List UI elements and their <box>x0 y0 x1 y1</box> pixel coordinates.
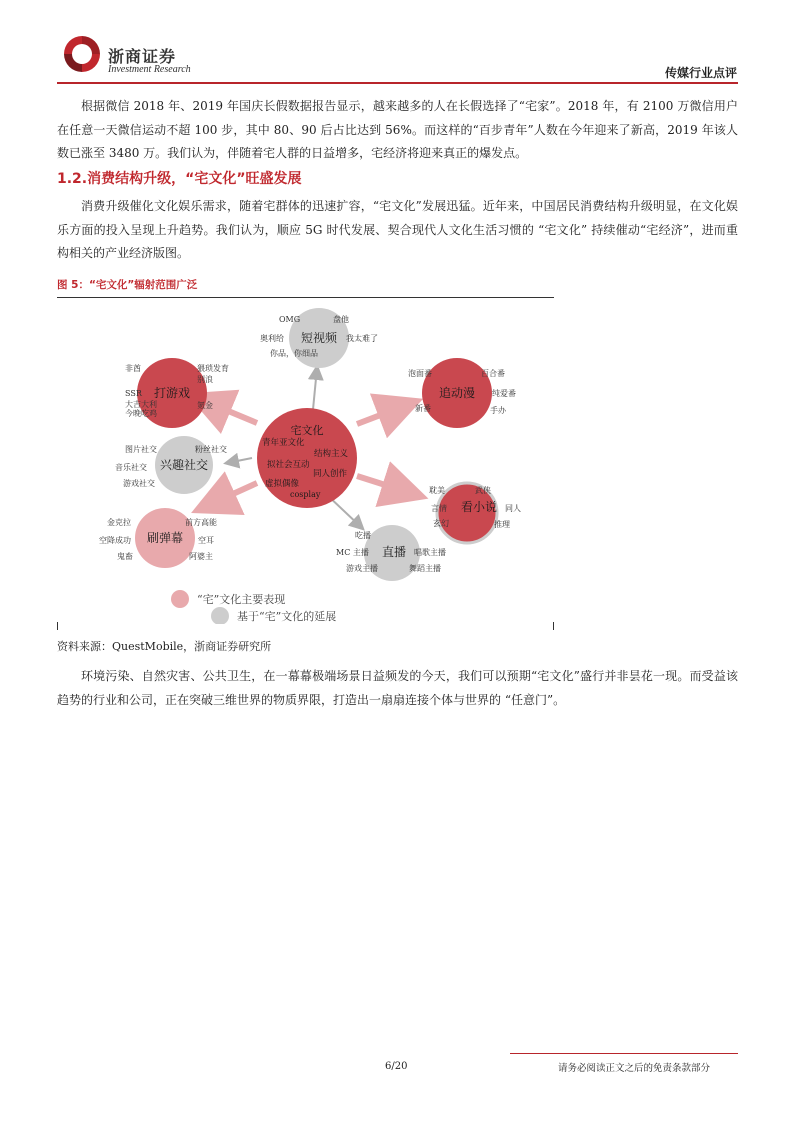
paragraph-3-text: 环境污染、自然灾害、公共卫生，在一幕幕极端场景日益频发的今天，我们可以预期“宅文化”盛行并非昙花一现。而受益该趋势的行业和公司，正在突破三维世界的物质界限，打造出一扇扇连接个体与世界的 “任意门”。 <box>57 669 738 707</box>
report-type: 传媒行业点评 <box>664 66 737 80</box>
play-games-item: SSR <box>125 389 142 398</box>
footer-disclaimer: 请务必阅读正文之后的免责条款部分 <box>558 1063 711 1074</box>
danmaku-label: 刷弹幕 <box>146 531 184 545</box>
chase-anime-item: 百合番 <box>481 369 505 378</box>
read-novels-item: 言情 <box>431 504 447 513</box>
play-games-item: 大吉大利 <box>125 400 157 409</box>
short-video-item: 盘他 <box>333 315 349 324</box>
interest-social-item: 游戏社交 <box>123 479 155 488</box>
paragraph-2 <box>57 195 738 266</box>
play-games-item: 氪金 <box>197 401 213 410</box>
short-video-label: 短视频 <box>300 331 338 345</box>
center-item: cosplay <box>290 490 321 499</box>
paragraph-3 <box>57 665 738 712</box>
play-games-item: 非酋 <box>125 364 141 373</box>
interest-social-item: 粉丝社交 <box>195 445 227 454</box>
legend-main-label: “宅”文化主要表现 <box>197 593 286 606</box>
arrow-read-novels <box>357 476 417 495</box>
figure-title: 图 5：“宅文化”辐射范围广泛 <box>57 279 198 291</box>
header-divider <box>57 82 738 84</box>
play-games-item: 别浪 <box>197 375 213 384</box>
livestream-label: 直播 <box>381 545 407 559</box>
node-short-video <box>260 308 378 368</box>
short-video-item: 你品，你细品 <box>270 349 318 358</box>
danmaku-item: 阿婆主 <box>189 552 213 561</box>
figure-corner-right <box>553 622 554 630</box>
play-games-label: 打游戏 <box>153 386 191 400</box>
interest-social-item: 音乐社交 <box>115 463 147 472</box>
node-read-novels <box>429 483 521 543</box>
paragraph-1 <box>57 95 738 166</box>
chase-anime-item: 泡面番 <box>408 369 432 378</box>
center-label: 宅文化 <box>290 424 324 437</box>
paragraph-2-text: 消费升级催化文化娱乐需求，随着宅群体的迅速扩容，“宅文化”发展迅猛。近年来，中国居民消费结构升级明显，在文化娱乐方面的投入呈现上升趋势。我们认为，顺应 5G 时代发展、契合现代人文化生活习惯的 “宅文化” 持续催动“宅经济”，进而重构相关的产业经济版图。 <box>57 199 738 260</box>
livestream-item: 舞蹈主播 <box>409 564 441 573</box>
center-node <box>257 408 357 508</box>
node-danmaku <box>99 508 217 568</box>
read-novels-item: 耽美 <box>429 486 445 495</box>
center-item: 结构主义 <box>314 449 349 459</box>
section-heading: 1.2.消费结构升级，“宅文化”旺盛发展 <box>57 171 302 187</box>
chase-anime-item: 纯爱番 <box>492 389 516 398</box>
node-livestream <box>336 525 446 581</box>
node-chase-anime <box>408 358 516 428</box>
paragraph-1-text: 根据微信 2018 年、2019 年国庆长假数据报告显示，越来越多的人在长假选择了“宅家”。2018 年，有 2100 万微信用户在任意一天微信运动不超 100 步，其中 80、90 后占比达到 56%。而这样的“百步青年”人数在今年迎来了新高，2019 年该人数已涨至 3480 万。我们认为，伴随着宅人群的日益增多，宅经济将迎来真正的爆发点。 <box>57 99 738 160</box>
read-novels-item: 武侠 <box>475 486 491 495</box>
livestream-item: 唱歌主播 <box>414 548 446 557</box>
danmaku-item: 金克拉 <box>107 518 131 527</box>
chase-anime-item: 手办 <box>490 406 506 415</box>
livestream-item: 游戏主播 <box>346 564 378 573</box>
diagram-legend <box>171 590 336 624</box>
center-item: 青年亚文化 <box>262 438 305 448</box>
page-number: 6/20 <box>385 1061 408 1072</box>
short-video-item: OMG <box>279 315 301 324</box>
danmaku-item: 前方高能 <box>185 518 217 527</box>
footer-divider <box>510 1053 738 1054</box>
danmaku-item: 鬼畜 <box>117 552 133 561</box>
center-item: 拟社会互动 <box>267 460 310 470</box>
play-games-item: 猥琐发育 <box>197 364 229 373</box>
center-item: 同人创作 <box>313 469 348 479</box>
play-games-item: 今晚吃鸡 <box>125 409 157 418</box>
interest-social-item: 图片社交 <box>125 445 157 454</box>
figure-source: 资料来源：QuestMobile，浙商证券研究所 <box>57 640 272 653</box>
interest-social-label: 兴趣社交 <box>159 458 209 472</box>
arrow-interest-social <box>227 458 252 463</box>
read-novels-item: 玄幻 <box>433 519 449 528</box>
figure-corner-left <box>57 622 58 630</box>
danmaku-item: 空降成功 <box>99 536 131 545</box>
livestream-item: 吃播 <box>355 531 371 540</box>
short-video-item: 奥利给 <box>260 334 284 343</box>
livestream-item: MC 主播 <box>336 548 369 557</box>
center-item: 虚拟偶像 <box>265 479 300 489</box>
chase-anime-label: 追动漫 <box>438 386 476 400</box>
chase-anime-item: 新番 <box>415 404 431 413</box>
read-novels-label: 看小说 <box>460 500 498 514</box>
legend-extension-label: 基于“宅”文化的延展 <box>237 610 337 623</box>
zhai-culture-diagram <box>57 298 557 624</box>
danmaku-item: 空耳 <box>198 536 214 545</box>
arrow-chase-anime <box>357 403 412 424</box>
node-interest-social <box>115 436 227 494</box>
read-novels-item: 同人 <box>505 504 521 513</box>
logo-chinese-name: 浙商证券 <box>108 47 177 66</box>
company-logo-icon <box>60 32 104 74</box>
arrow-danmaku <box>202 483 257 508</box>
node-play-games <box>125 358 229 428</box>
legend-extension-swatch <box>211 607 229 624</box>
read-novels-item: 推理 <box>494 520 510 529</box>
logo-english-name: Investment Research <box>108 64 191 75</box>
legend-main-swatch <box>171 590 189 608</box>
short-video-item: 我太难了 <box>346 334 378 343</box>
